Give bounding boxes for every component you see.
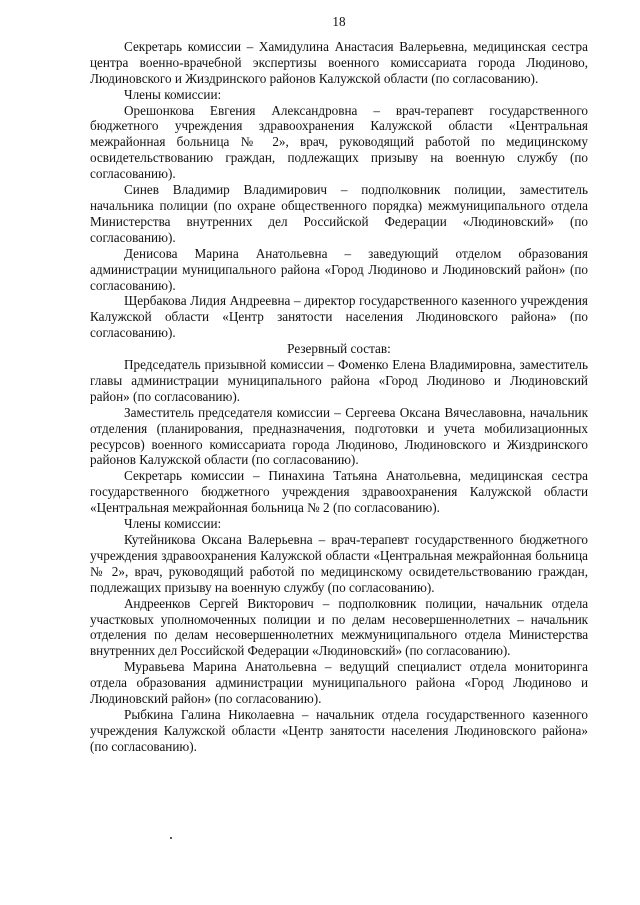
paragraph-member-shcherbakova: Щербакова Лидия Андреевна – директор государственного казенного учреждения Калужской области «Центр занятости населения Людиновского района» (по согласованию).: [90, 293, 588, 341]
scan-speck: [170, 837, 172, 839]
paragraph-reserve-deputy: Заместитель председателя комиссии – Сергеева Оксана Вячеславовна, начальник отделения (планирования, предназначения, подготовки и учета мобилизационных ресурсов) военного комиссариата города Людиново, Людиновского и Жиздринского районов Калужской области (по согласованию).: [90, 404, 588, 468]
heading-members: Члены комиссии:: [124, 86, 222, 102]
paragraph-reserve-secretary: Секретарь комиссии – Пинахина Татьяна Анатольевна, медицинская сестра государственного бюджетного учреждения здравоохранения Калужской области «Центральная межрайонная больница № 2 (по согласованию).: [90, 468, 588, 516]
paragraph-reserve-member-rybkina: Рыбкина Галина Николаевна – начальник отдела государственного казенного учреждения Калужской области «Центр занятости населения Людиновского района» (по согласованию).: [90, 706, 588, 754]
paragraph-member-denisova: Денисова Марина Анатольевна – заведующий отделом образования администрации муниципального района «Город Людиново и Людиновский район» (по согласованию).: [90, 245, 588, 293]
paragraph-reserve-member-kuteynikova: Кутейникова Оксана Валерьевна – врач-терапевт государственного бюджетного учреждения здравоохранения Калужской области «Центральная межрайонная больница № 2», врач, руководящий работой по медицинскому освидетельствованию граждан, подлежащих призыву на военную службу (по согласованию).: [90, 532, 588, 595]
paragraph-secretary: Секретарь комиссии – Хамидулина Анастасия Валерьевна, медицинская сестра центра военно-врачебной экспертизы военного комиссариата города Людиново, Людиновского и Жиздринского районов Калужской области (по согласованию).: [90, 38, 588, 86]
heading-reserve: Резервный состав:: [287, 341, 391, 357]
paragraph-reserve-chair: Председатель призывной комиссии – Фоменко Елена Владимировна, заместитель главы администрации муниципального района «Город Людиново и Людиновский район» (по согласованию).: [90, 357, 588, 404]
paragraph-member-sinev: Синев Владимир Владимирович – подполковник полиции, заместитель начальника полиции (по охране общественного порядка) межмуниципального отдела Министерства внутренних дел Российской Федерации «Людиновский» (по согласованию).: [90, 182, 588, 245]
heading-reserve-members: Члены комиссии:: [124, 516, 222, 532]
document-page: [90, 14, 588, 755]
paragraph-reserve-member-andreenkov: Андреенков Сергей Викторович – подполковник полиции, начальник отдела участковых уполномоченных полиции и по делам несовершеннолетних – начальник отделения по делам несовершеннолетних межмуниципального отдела Министерства внутренних дел Российской Федерации «Людиновский» (по согласованию).: [90, 595, 588, 659]
page-number: 18: [332, 14, 346, 29]
paragraph-member-oreshonkova: Орешонкова Евгения Александровна – врач-терапевт государственного бюджетного учреждения здравоохранения Калужской области «Центральная межрайонная больница № 2», врач, руководящий работой по медицинскому освидетельствованию граждан, подлежащих призыву на военную службу (по согласованию).: [90, 102, 588, 182]
paragraph-reserve-member-muraveva: Муравьева Марина Анатольевна – ведущий специалист отдела мониторинга отдела образования администрации муниципального района «Город Людиново и Людиновский район» (по согласованию).: [90, 659, 588, 707]
